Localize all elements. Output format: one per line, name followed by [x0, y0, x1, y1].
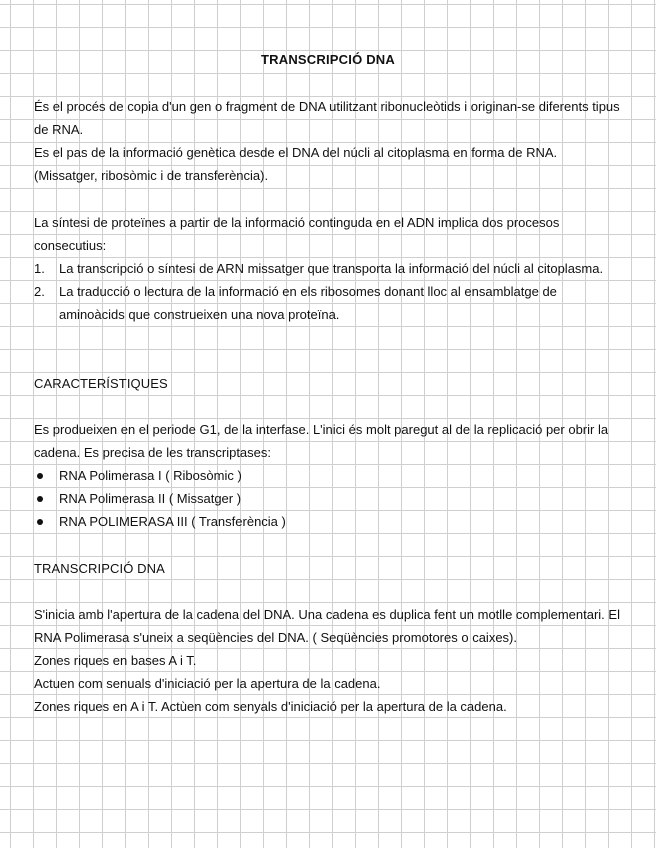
intro-paragraph-1: És el procés de copia d'un gen o fragment de DNA utilitzant ribonucleòtids i originan-se diferents tipus de RNA. [34, 99, 620, 137]
list-item: RNA Polimerasa I ( Ribosòmic ) [34, 464, 624, 487]
transcription-paragraph-2: Zones riques en bases A i T. [34, 653, 197, 668]
step-number: 1. [34, 261, 45, 276]
transcription-paragraph-4: Zones riques en A i T. Actùen com senyals d'iniciació per la apertura de la cadena. [34, 699, 507, 714]
synthesis-steps [34, 257, 624, 326]
step-number: 2. [34, 284, 45, 299]
transcription-paragraph-1: S'inicia amb l'apertura de la cadena del DNA. Una cadena es duplica fent un motlle complementari. El RNA Polimerasa s'uneix a seqüències del DNA. ( Seqüències promotores o caixes). [34, 607, 620, 645]
transcriptase-list [34, 464, 624, 533]
synthesis-lead: La síntesi de proteïnes a partir de la informació continguda en el ADN implica dos procesos consecutius: [34, 215, 560, 253]
synthesis-section [34, 211, 624, 326]
transcription-paragraph-3: Actuen com senuals d'iniciació per la apertura de la cadena. [34, 676, 381, 691]
transcription-section [34, 557, 624, 718]
document-title: TRANSCRIPCIÓ DNA [261, 52, 395, 67]
intro-paragraph-2: Es el pas de la informació genètica desde el DNA del núcli al citoplasma en forma de RNA. (Missatger, ribosòmic i de transferència). [34, 145, 558, 183]
step-text: La traducció o lectura de la informació en els ribosomes donant lloc al ensamblatge de aminoàcids que construeixen una nova proteïna. [59, 284, 557, 322]
list-item: RNA Polimerasa II ( Missatger ) [34, 487, 624, 510]
step-text: La transcripció o síntesi de ARN missatger que transporta la informació del núcli al citoplasma. [59, 261, 604, 276]
list-item [34, 257, 624, 280]
list-item: RNA POLIMERASA III ( Transferència ) [34, 510, 624, 533]
characteristics-text: Es produeixen en el periode G1, de la interfase. L'inici és molt paregut al de la replicació per obrir la cadena. Es precisa de les transcriptases: [34, 422, 609, 460]
characteristics-section [34, 372, 624, 533]
intro-section [34, 95, 624, 187]
list-item [34, 280, 624, 326]
characteristics-heading: CARACTERÍSTIQUES [34, 376, 168, 391]
transcription-heading: TRANSCRIPCIÓ DNA [34, 561, 165, 576]
